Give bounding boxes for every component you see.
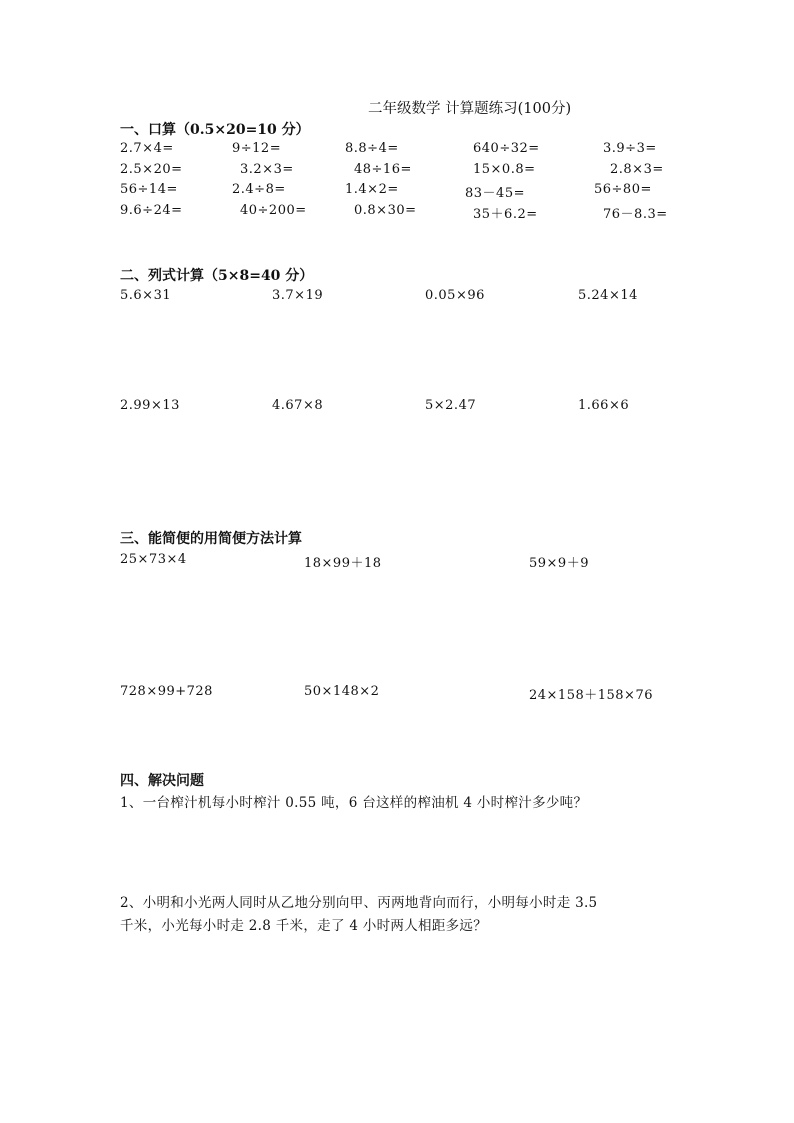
word-problem-2-line-2: 千米，小光每小时走 2.8 千米，走了 4 小时两人相距多远？ (120, 918, 488, 934)
column-calc-item: 5×2.47 (425, 398, 477, 413)
column-calc-item: 0.05×96 (425, 288, 485, 303)
section1-heading: 一、口算（0.5×20=10 分） (120, 122, 310, 138)
oral-item: 640÷32= (473, 141, 540, 156)
oral-item: 76－8.3= (603, 207, 668, 222)
oral-item: 56÷80= (594, 182, 652, 197)
oral-item: 8.8÷4= (345, 141, 399, 156)
column-calc-item: 2.99×13 (120, 398, 180, 413)
simplify-item: 24×158＋158×76 (529, 688, 653, 703)
column-calc-item: 3.7×19 (272, 288, 324, 303)
page-title: 二年级数学 计算题练习(100分) (368, 101, 572, 117)
column-calc-item: 5.24×14 (578, 288, 638, 303)
oral-item: 3.9÷3= (603, 141, 657, 156)
column-calc-item: 1.66×6 (578, 398, 630, 413)
simplify-item: 50×148×2 (304, 684, 380, 699)
oral-item: 1.4×2= (345, 182, 399, 197)
column-calc-item: 4.67×8 (272, 398, 324, 413)
oral-item: 2.4÷8= (232, 182, 286, 197)
oral-item: 83－45= (465, 186, 525, 201)
oral-item: 9.6÷24= (120, 203, 183, 218)
column-calc-item: 5.6×31 (120, 288, 172, 303)
word-problem-2-line-1: 2、小明和小光两人同时从乙地分别向甲、丙两地背向而行，小明每小时走 3.5 (120, 895, 598, 911)
simplify-item: 25×73×4 (120, 552, 187, 567)
oral-item: 3.2×3= (240, 162, 294, 177)
oral-item: 35＋6.2= (473, 207, 538, 222)
simplify-item: 728×99+728 (120, 684, 213, 699)
oral-item: 2.7×4= (120, 141, 174, 156)
oral-item: 56÷14= (120, 182, 178, 197)
oral-item: 0.8×30= (354, 203, 417, 218)
oral-item: 15×0.8= (473, 162, 536, 177)
section4-heading: 四、解决问题 (120, 773, 204, 789)
simplify-item: 59×9＋9 (529, 556, 589, 571)
oral-item: 40÷200= (240, 203, 307, 218)
simplify-item: 18×99＋18 (304, 556, 382, 571)
word-problem-1: 1、一台榨汁机每小时榨汁 0.55 吨，6 台这样的榨油机 4 小时榨汁多少吨？ (120, 795, 588, 811)
oral-item: 2.8×3= (610, 162, 664, 177)
oral-item: 9÷12= (232, 141, 282, 156)
oral-item: 48÷16= (354, 162, 412, 177)
oral-item: 2.5×20= (120, 162, 183, 177)
section3-heading: 三、能简便的用简便方法计算 (120, 531, 302, 547)
section2-heading: 二、列式计算（5×8=40 分） (120, 268, 314, 284)
